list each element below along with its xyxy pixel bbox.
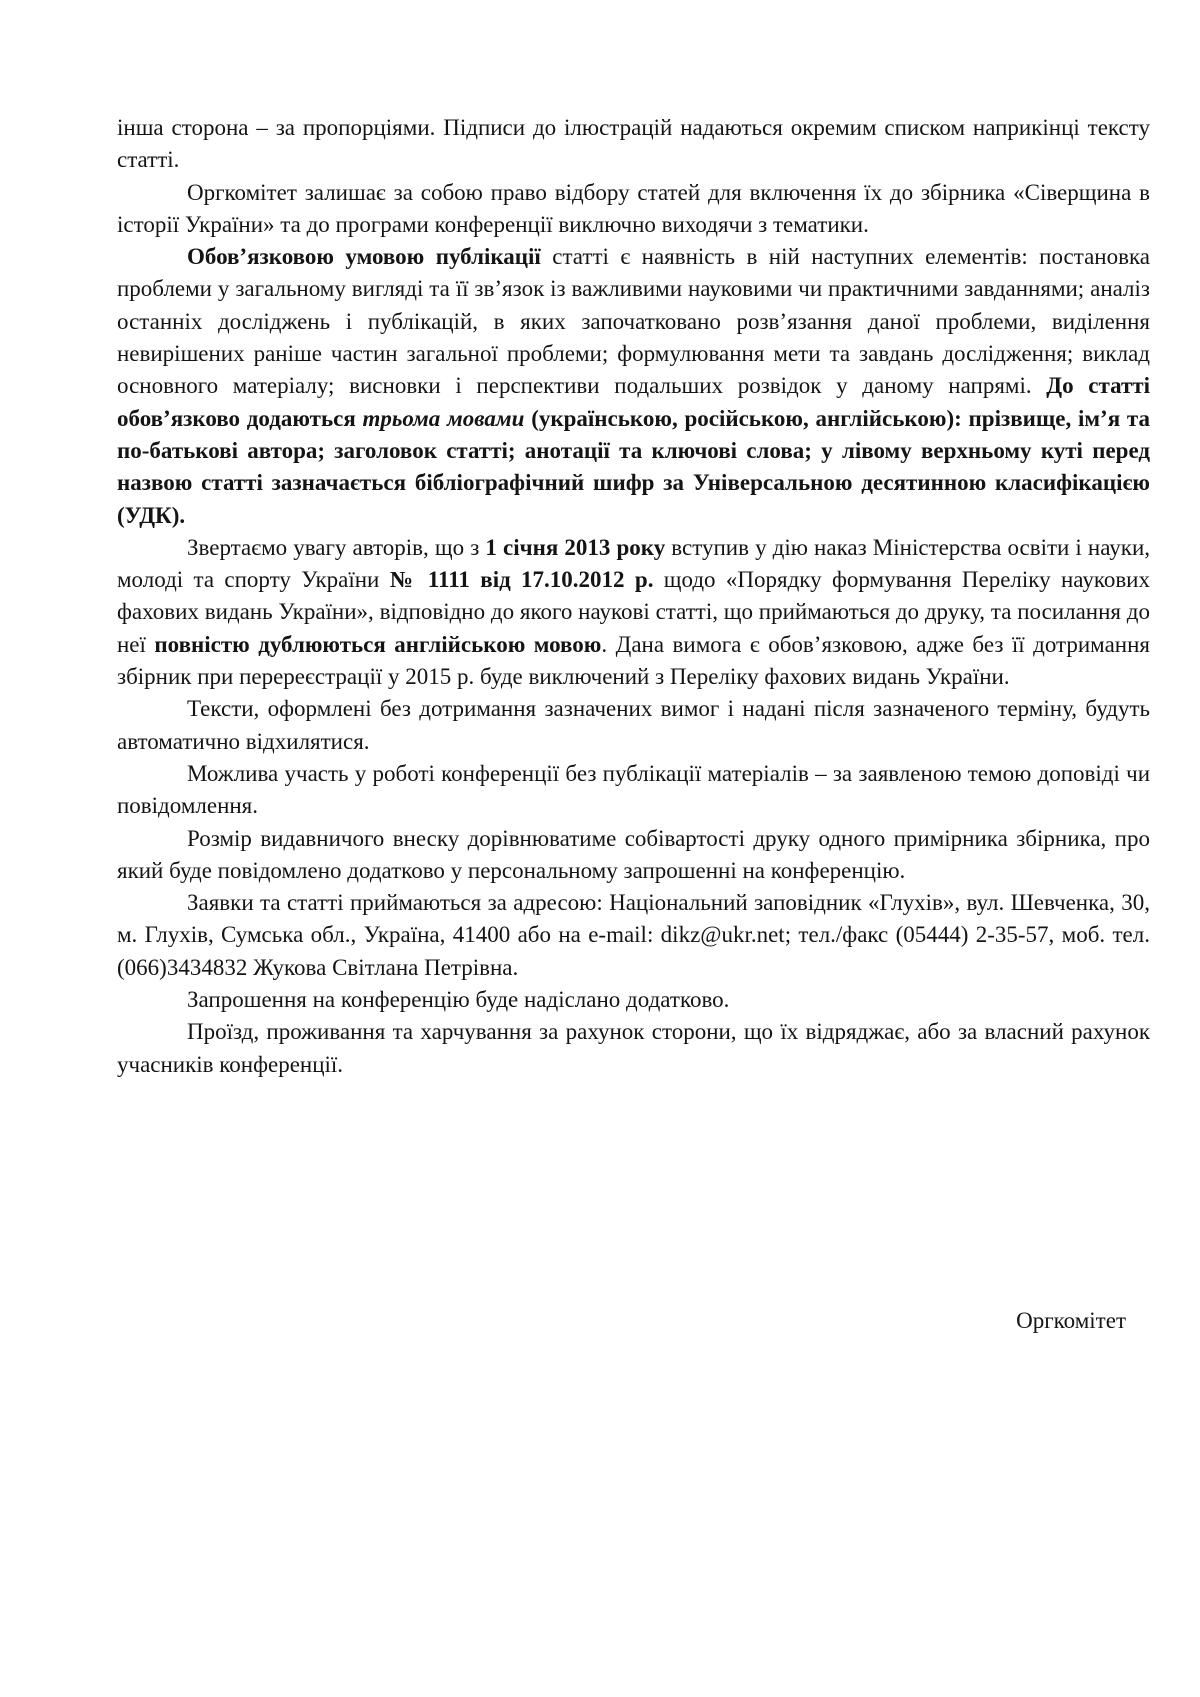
- paragraph-selection: [117, 177, 1150, 242]
- paragraph-fee: [117, 823, 1150, 888]
- paragraph-text: Розмір видавничого внеску дорівнюватиме собівартості друку одного примірника збірника, про який буде повідомлено додатково у персональному запрошенні на конференцію.: [117, 825, 1150, 883]
- paragraph-travel: [117, 1016, 1150, 1081]
- signature: Оргкомітет: [1016, 1308, 1126, 1333]
- bold-text: (українською, російською, англійською): прізвище, ім’я та по-батькові автора; заголовок статті; анотації та ключові слова; у лівому верхньому куті перед назвою статті зазначається бібліографічний шифр за Універсальною десятинною класифікацією (УДК).: [117, 405, 1150, 528]
- paragraph-invitation: [117, 984, 1150, 1016]
- paragraph-text: Звертаємо увагу авторів, що з: [187, 534, 486, 560]
- paragraph-text: статті є наявність в ній наступних елементів: постановка проблеми у загальному вигляді та її зв’язок із важливими науковими чи практичними завданнями; аналіз останніх досліджень і публікацій, в яких започатковано розв’язання даної проблеми, виділення невирішених раніше частин загальної проблеми; формулювання мети та завдань дослідження; виклад основного матеріалу; висновки і перспективи подальших розвідок у даному напрямі.: [117, 244, 1150, 399]
- paragraph-text: . Дана вимога є обов’язковою, адже без її дотримання збірник при перереєстрації у 2015 р. буде виключений з Переліку фахових видань України.: [117, 631, 1150, 690]
- paragraph-rejection: [117, 693, 1150, 758]
- bold-text: повністю дублюються англійською мовою: [154, 631, 602, 657]
- bold-heading-text: Обов’язковою умовою публікації: [187, 244, 541, 270]
- paragraph-participation: [117, 758, 1150, 823]
- paragraph-text: щодо «Порядку формування Переліку наукових фахових видань України», відповідно до якого наукові статті, що приймаються до друку, та посилання до неї: [117, 567, 1150, 657]
- paragraph-text: Запрошення на конференцію буде надіслано додатково.: [187, 987, 730, 1013]
- paragraph-contacts: [117, 887, 1150, 984]
- bold-date-text: 1 січня 2013 року: [485, 534, 666, 560]
- paragraph-text: інша сторона – за пропорціями. Підписи до ілюстрацій надаються окремим списком наприкінці тексту статті.: [117, 115, 1150, 173]
- paragraph-requirements: [117, 241, 1150, 532]
- paragraph-illustrations: [117, 112, 1150, 177]
- paragraph-text: Тексти, оформлені без дотримання зазначених вимог і надані після зазначеного терміну, будуть автоматично відхилятися.: [117, 696, 1150, 754]
- paragraph-text: вступив у дію наказ Міністерства освіти і науки, молоді та спорту України: [117, 534, 1151, 593]
- paragraph-text: Оргкомітет залишає за собою право відбору статей для включення їх до збірника «Сіверщина в історії України» та до програми конференції виключно виходячи з тематики.: [117, 179, 1150, 237]
- bold-italic-text: трьома мовами: [362, 405, 525, 431]
- bold-order-number: № 1111 від 17.10.2012 р.: [389, 567, 654, 593]
- document-body: [117, 112, 1150, 1081]
- paragraph-ministry-order: [117, 532, 1150, 693]
- paragraph-text: Можлива участь у роботі конференції без публікації матеріалів – за заявленою темою доповіді чи повідомлення.: [117, 760, 1150, 819]
- bold-text: До статті обов’язково додаються: [117, 373, 1150, 431]
- paragraph-text: Заявки та статті приймаються за адресою: Національний заповідник «Глухів», вул. Шевченка, 30, м. Глухів, Сумська обл., Україна, 41400 або на e-mail: dikz@ukr.net; тел./факс (05444) 2-35-57, моб. тел. (066)3434832 Жукова Світлана Петрівна.: [117, 890, 1150, 980]
- paragraph-text: Проїзд, проживання та харчування за рахунок сторони, що їх відряджає, або за власний рахунок учасників конференції.: [117, 1019, 1150, 1077]
